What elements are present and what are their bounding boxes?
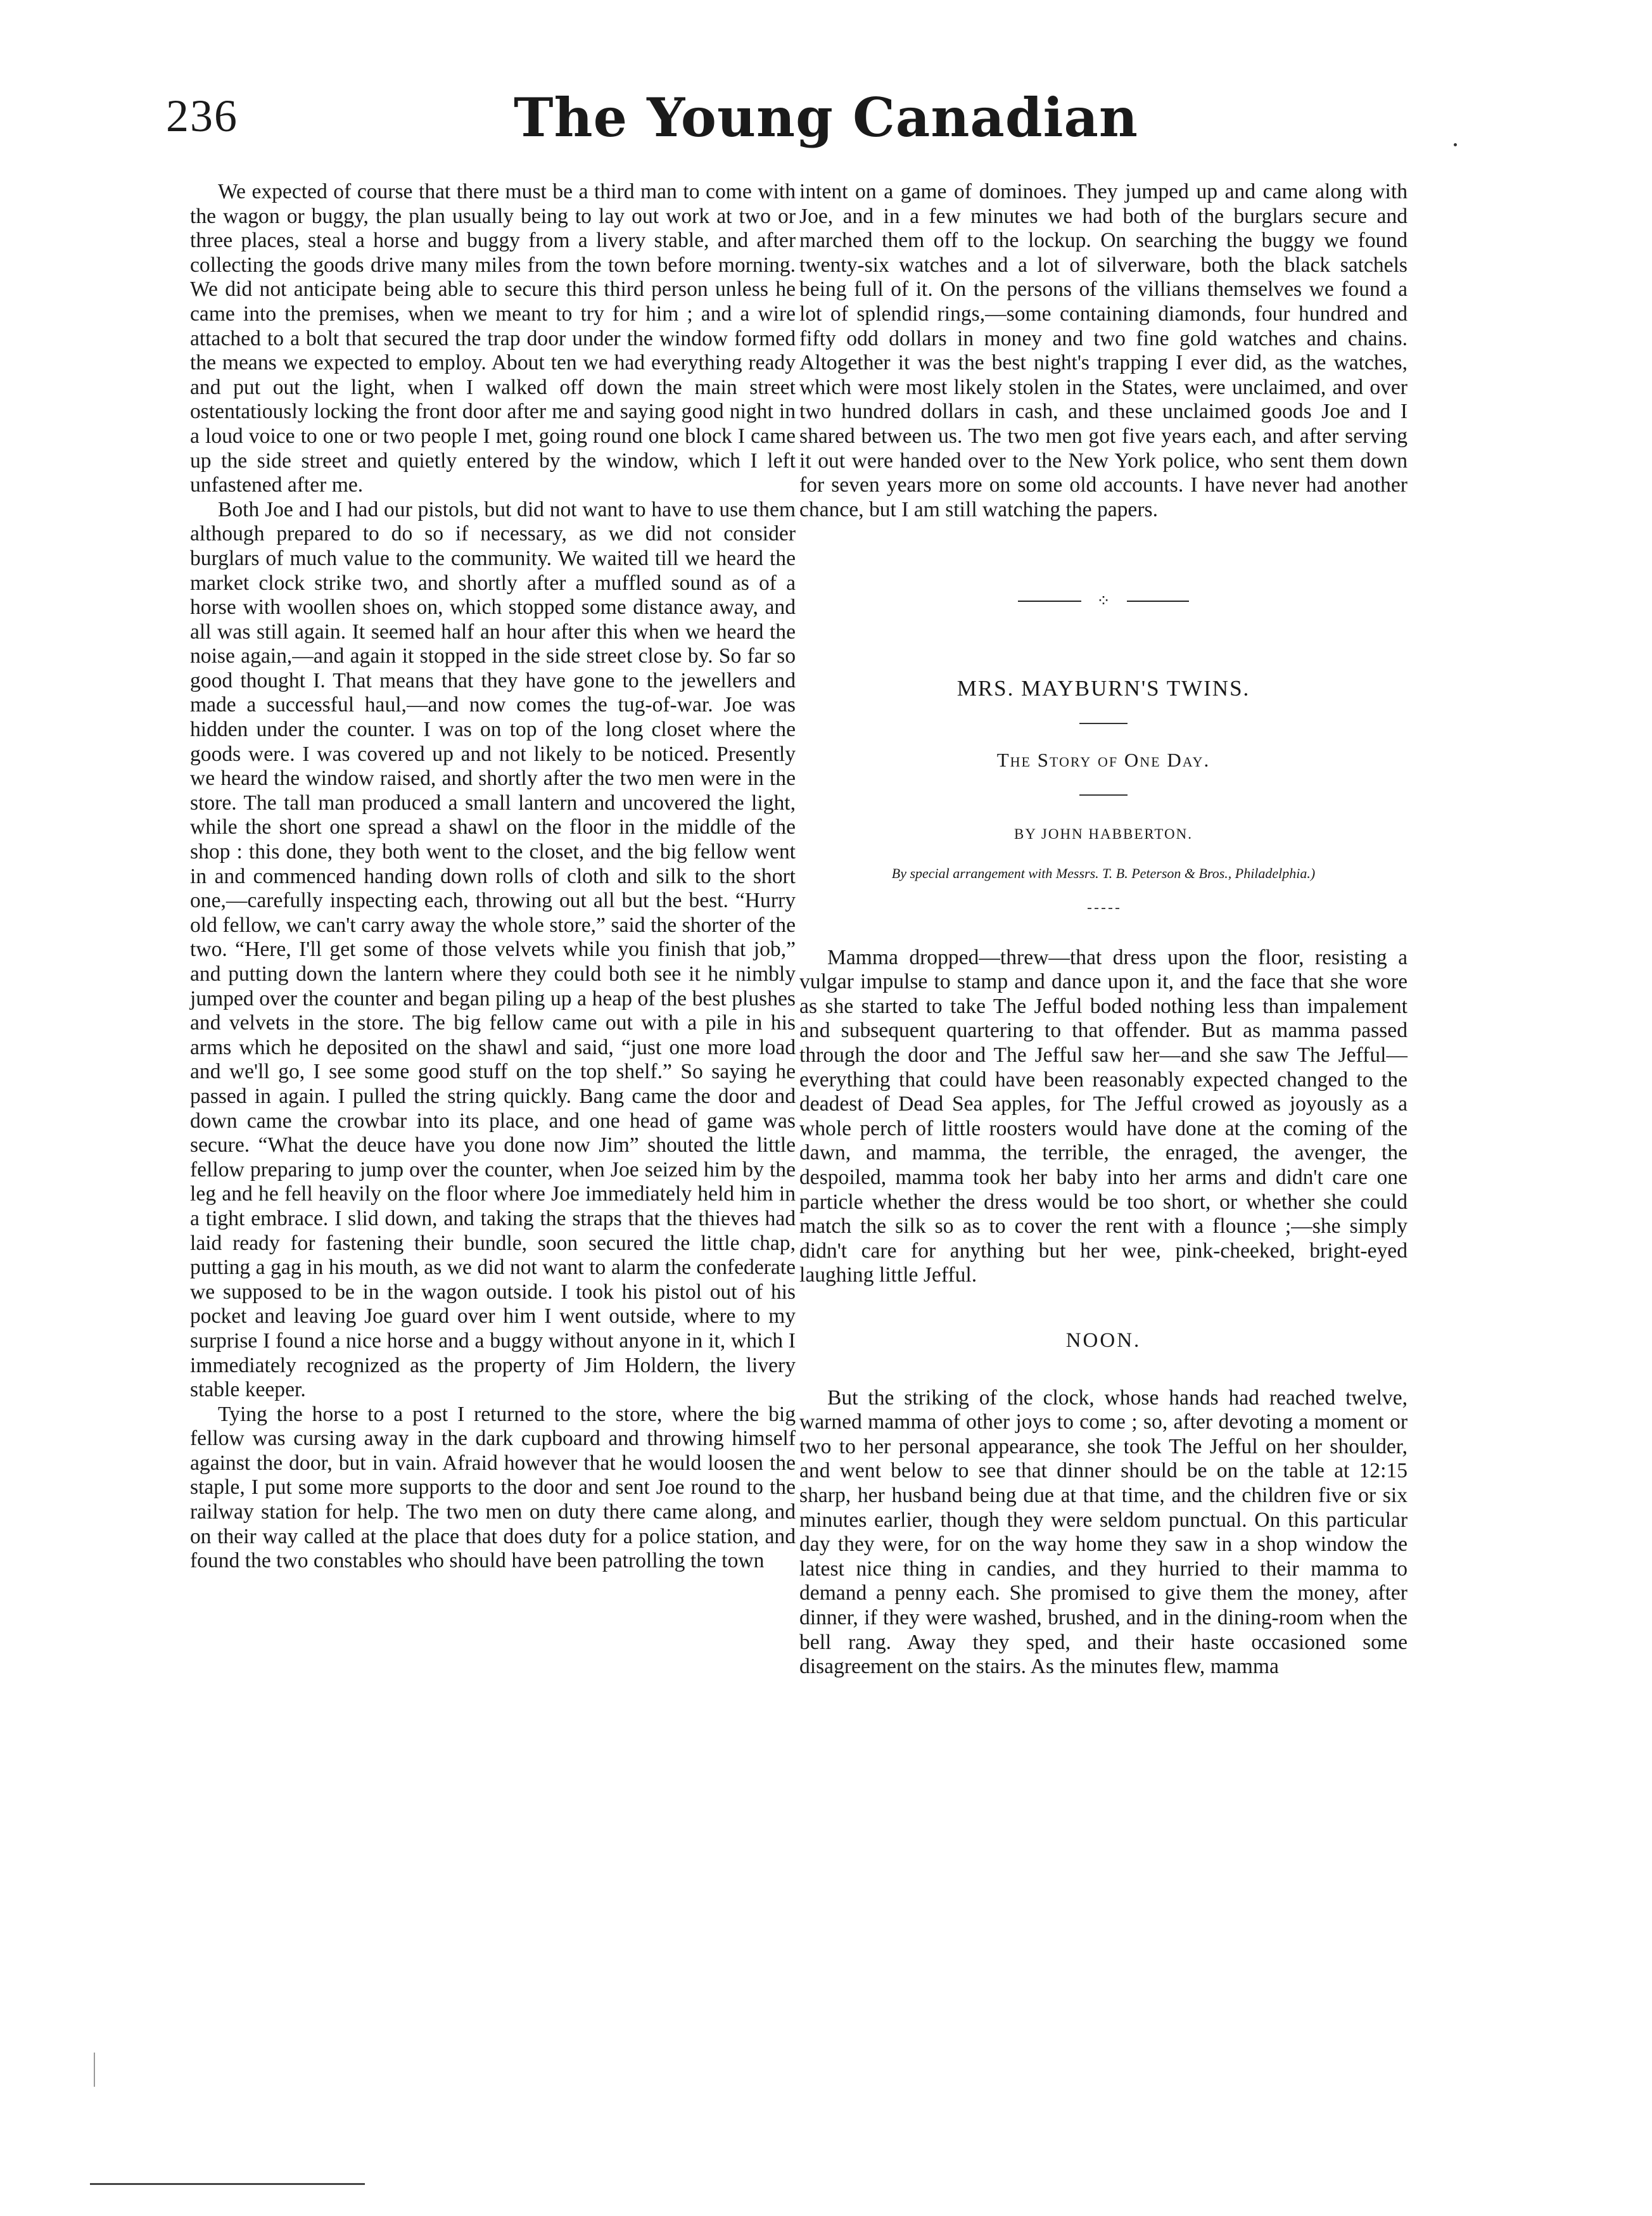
section-heading: NOON. — [1065, 1329, 1141, 1352]
page-number: 236 — [166, 91, 238, 141]
left-column — [190, 180, 796, 1574]
subtitle-rule — [1079, 794, 1128, 796]
right-column — [799, 180, 1407, 1679]
masthead-title: The Young Canadian — [513, 86, 1138, 149]
article-paragraph: Both Joe and I had our pistols, but did not want to have to use them although prepared to do so if necessary, as we did not consider burglars of much value to the community. We waited till we heard the market clock strike two, and shortly after a muffled sound as of a horse with woollen shoes on, which stopped some distance away, and all was still again. It seemed half an hour after this when we heard the noise again,—and again it stopped in the side street close by. So far so good thought I. That means that they have gone to the jewellers and made a successful haul,—and now comes the tug-of-war. Joe was hidden under the counter. I was on top of the long closet where the goods were. I was covered up and not likely to be noticed. Presently we heard the window raised, and shortly after the two men were in the store. The tall man produced a small lantern and uncovered the light, while the short one spread a shawl on the floor in the middle of the shop : this done, they both went to the closet, and the big fellow went in and commenced handing down rolls of cloth and silk to the short one,—carefully inspecting each, throwing out all but the best. “Hurry old fellow, we can't carry away the whole store,” said the shorter of the two. “Here, I'll get some of those velvets while you finish that job,” and putting down the lantern where they could both see it he nimbly jumped over the counter and began piling up a heap of the best plushes and velvets in the store. The big fellow came out with a pile in his arms which he deposited on the shawl and said, “just one more load and we'll go, I see some good stuff on the top shelf.” So saying he passed in again. I pulled the string quickly. Bang came the door and down came the crowbar into its place, and one head of game was secure. “What the deuce have you done now Jim” shouted the little fellow preparing to jump over the counter, when Joe seized him by the leg and he fell heavily on the floor where Joe immediately held him in a tight embrace. I slid down, and taking the straps that the thieves had laid ready for fastening their bundle, soon secured the little chap, putting a gag in his mouth, as we did not want to alarm the confederate we supposed to be in the wagon outside. I took his pistol out of his pocket and leaving Joe guard over him I went outside, where to my surprise I found a nice horse and a buggy without anyone in it, which I immediately recognized as the property of Jim Holdern, the livery stable keeper. — [190, 497, 796, 1402]
section-divider — [1018, 592, 1189, 611]
article-paragraph: But the striking of the clock, whose hands had reached twelve, warned mamma of other joys to come ; so, after devoting a moment or two to her personal appearance, she took The Jefful on her shoulder, and went below to see that dinner should be on the table at 12:15 sharp, her husband being due at that time, and the children five or six minutes earlier, though they were seldom punctual. On this particular day they were, for on the way home they saw in a shop window the latest nice thing in candies, and they hurried to their mamma to demand a penny each. She promised to give them the money, after dinner, if they were washed, brushed, and in the dining-room when the bell rang. Away they sped, and their haste occasioned some disagreement on the stairs. As the minutes flew, mamma — [799, 1385, 1407, 1679]
dashed-rule — [1088, 908, 1119, 909]
ornament-icon: ⁘ — [1096, 592, 1110, 611]
article-paragraph: We expected of course that there must be a third man to come with the wagon or buggy, the plan usually being to lay out work at two or three places, steal a horse and buggy from a livery stable, and after collecting the goods drive many miles from the town before morning. We did not anticipate being able to secure this third person unless he came into the premises, when we meant to try for him ; and a wire attached to a bolt that secured the trap door under the window formed the means we expected to employ. About ten we had everything ready and put out the light, when I walked off down the main street ostentatiously locking the front door after me and saying good night in a loud voice to one or two people I met, going round one block I came up the side street and quietly entered by the window, which I left unfastened after me. — [190, 180, 796, 497]
title-rule — [1079, 723, 1128, 724]
story-title: MRS. MAYBURN'S TWINS. — [956, 676, 1250, 701]
article-paragraph: intent on a game of dominoes. They jumped up and came along with Joe, and in a few minutes we had both of the burglars secure and marched them off to the lockup. On searching the buggy we found twenty-six watches and a lot of silverware, both the black satchels being full of it. On the persons of the villians themselves we found a lot of splendid rings,—some containing diamonds, four hundred and fifty odd dollars in money and two fine gold watches and chains. Altogether it was the best night's trapping I ever did, as the watches, which were most likely stolen in the States, were unclaimed, and over two hundred dollars in cash, and these unclaimed goods Joe and I shared between us. The two men got five years each, and after serving it out were handed over to the New York police, who sent them down for seven years more on some old accounts. I have never had another chance, but I am still watching the papers. — [799, 180, 1407, 521]
margin-mark — [94, 2053, 95, 2087]
story-subtitle: The Story of One Day. — [996, 748, 1210, 771]
bottom-rule — [90, 2183, 365, 2185]
print-speck — [1454, 143, 1457, 146]
story-author: BY JOHN HABBERTON. — [1014, 825, 1193, 842]
article-paragraph: Mamma dropped—threw—that dress upon the floor, resisting a vulgar impulse to stamp and dance upon it, and the face that she wore as she started to take The Jefful boded nothing less than impalement and subsequent quartering to that offender. But as mamma passed through the door and The Jefful saw her—and she saw The Jefful—everything that could have been reasonably expected changed to the deadest of Dead Sea apples, for The Jefful crowed as joyously as a whole perch of little roosters would have done at the coming of the dawn, and mamma, the terrible, the enraged, the avenger, the despoiled, mamma took her baby into her arms and didn't care one particle whether the dress would be too short, or whether she could match the silk so as to cover the rent with a flounce ;—she simply didn't care for anything but her wee, pink-cheeked, bright-eyed laughing little Jefful. — [799, 945, 1407, 1287]
story-credit: By special arrangement with Messrs. T. B. Peterson & Bros., Philadelphia.) — [891, 865, 1316, 882]
article-paragraph: Tying the horse to a post I returned to the store, where the big fellow was cursing away in the dark cupboard and throwing himself against the door, but in vain. Afraid however that he would loosen the staple, I put some more supports to the door and sent Joe round to the railway station for help. The two men on duty there came along, and on their way called at the place that does duty for a police station, and found the two constables who should have been patrolling the town — [190, 1402, 796, 1573]
